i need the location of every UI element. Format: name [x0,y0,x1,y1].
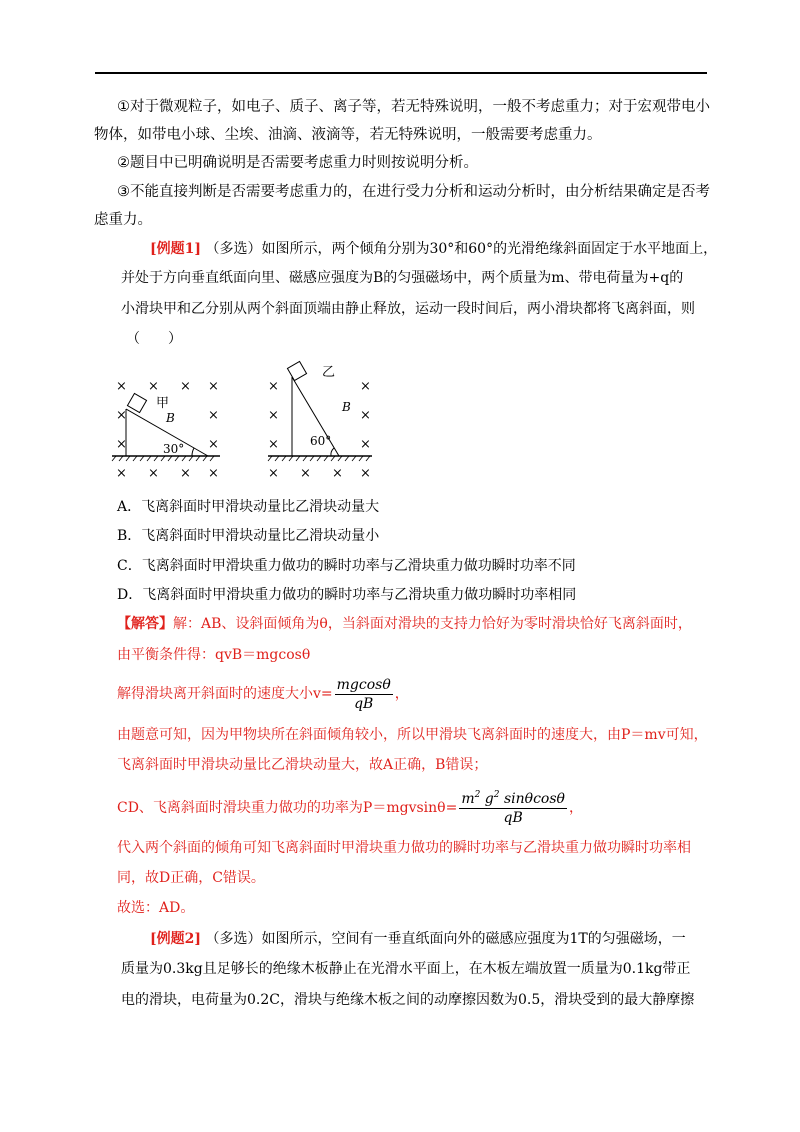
example-1-text-1: （多选）如图所示，两个倾角分别为30°和60°的光滑绝缘斜面固定于水平地面上， [205,241,718,257]
velocity-denominator: qB [354,695,374,712]
example-1-figure [110,355,400,490]
field-cross: × [116,379,127,394]
answer-line-9: 故选：AD。 [117,900,195,916]
field-cross: × [116,408,127,423]
slider-jia-label: 甲 [156,396,170,411]
power-num-m: m [461,790,475,807]
field-cross: × [148,379,159,394]
answer-line-1 [117,614,692,634]
note-1-line-2: 物体，如带电小球、尘埃、油滴、液滴等，若无特殊说明，一般需要考虑重力。 [94,127,602,143]
angle-label-30: 30° [163,442,185,456]
example-1-line-2: 并处于方向垂直纸面向里、磁感应强度为B的匀强磁场中，两个质量为m、带电荷量为+q的 [121,270,684,286]
answer-text-1: 解：AB、设斜面倾角为θ，当斜面对滑块的支持力恰好为零时滑块恰好飞离斜面时， [173,616,692,632]
option-c: C．飞离斜面时甲滑块重力做功的瞬时功率与乙滑块重力做功瞬时功率不同 [117,558,576,574]
slider-yi-label: 乙 [322,365,336,380]
field-cross: × [180,379,191,394]
example-1-tag: [例题1] [150,241,201,257]
incline-60 [268,377,372,461]
answer-line-4: 由题意可知，因为甲物块所在斜面倾角较小，所以甲滑块飞离斜面时的速度大，由P＝mv可知， [117,727,708,743]
field-cross: × [360,408,371,423]
power-denominator: qB [503,809,523,826]
option-a: A．飞离斜面时甲滑块动量比乙滑块动量大 [117,499,380,515]
field-cross: × [360,466,371,481]
example-2-line-2: 质量为0.3kg且足够长的绝缘木板静止在光滑水平面上，在木板左端放置一质量为0.1kg带正 [121,961,691,977]
power-num-g: g [480,790,494,807]
field-cross: × [208,466,219,481]
answer-line-7: 代入两个斜面的倾角可知飞离斜面时甲滑块重力做功的瞬时功率与乙滑块重力做功瞬时功率相 [117,840,691,856]
field-cross: × [360,437,371,452]
magnetic-field-crosses [116,379,371,481]
field-cross: × [148,466,159,481]
answer-line-8: 同，故D正确，C错误。 [117,870,265,886]
example-2-text-1: （多选）如图所示，空间有一垂直纸面向外的磁感应强度为1T的匀强磁场，一 [205,931,686,947]
option-b: B．飞离斜面时甲滑块动量比乙滑块动量小 [117,528,380,544]
slider-jia [127,393,146,412]
field-cross: × [180,466,191,481]
field-cross: × [332,466,343,481]
note-3-line-2: 虑重力。 [94,212,152,228]
answer-power-prefix: CD、飞离斜面时滑块重力做功的功率为P＝mgvsinθ= [117,800,458,816]
note-2: ②题目中已明确说明是否需要考虑重力时则按说明分析。 [117,155,478,171]
answer-line-5: 飞离斜面时甲滑块动量比乙滑块动量大，故A正确，B错误； [117,757,488,773]
option-d: D．飞离斜面时甲滑块重力做功的瞬时功率与乙滑块重力做功瞬时功率相同 [117,587,577,603]
example-1-line-1 [150,239,717,259]
power-numerator [459,790,567,809]
field-cross: × [268,408,279,423]
field-cross: × [116,437,127,452]
angle-label-60: 60° [310,434,332,448]
power-fraction [459,790,567,827]
note-3-line-1: ③不能直接判断是否需要考虑重力的，在进行受力分析和运动分析时，由分析结果确定是否考 [117,184,710,200]
example-1-line-3: 小滑块甲和乙分别从两个斜面顶端由静止释放，运动一段时间后，两小滑块都将飞离斜面，则 [121,301,695,317]
field-cross: × [268,379,279,394]
field-cross: × [360,379,371,394]
field-label-left: B [166,411,175,425]
velocity-numerator: mgcosθ [336,676,391,693]
power-num-exp-2: 2 [493,789,500,800]
answer-velocity-suffix: ， [394,686,409,702]
example-1-paren: （ ） [126,331,182,347]
note-1-line-1: ①对于微观粒子，如电子、质子、离子等，若无特殊说明，一般不考虑重力；对于宏观带电小 [117,99,710,115]
field-cross: × [116,466,127,481]
example-2-line-1 [150,929,686,949]
answer-line-3 [117,675,409,713]
field-cross: × [300,466,311,481]
velocity-fraction [335,676,393,713]
answer-velocity-prefix: 解得滑块离开斜面时的速度大小v= [117,686,333,702]
field-cross: × [208,408,219,423]
answer-line-6 [117,789,583,827]
example-2-tag: [例题2] [150,931,201,947]
answer-tag: 【解答】 [117,616,173,632]
header-rule [95,72,707,74]
field-label-right: B [342,400,351,414]
field-cross: × [268,466,279,481]
power-num-exp-1: 2 [474,789,481,800]
field-cross: × [208,437,219,452]
example-2-line-3: 电的滑块，电荷量为0.2C，滑块与绝缘木板之间的动摩擦因数为0.5，滑块受到的最大静摩擦 [121,992,695,1008]
field-cross: × [208,379,219,394]
slider-yi [287,361,306,380]
field-cross: × [268,437,279,452]
answer-power-suffix: ， [568,800,583,816]
answer-line-2: 由平衡条件得：qvB＝mgcosθ [117,647,311,663]
power-num-rest: sinθcosθ [499,790,565,807]
